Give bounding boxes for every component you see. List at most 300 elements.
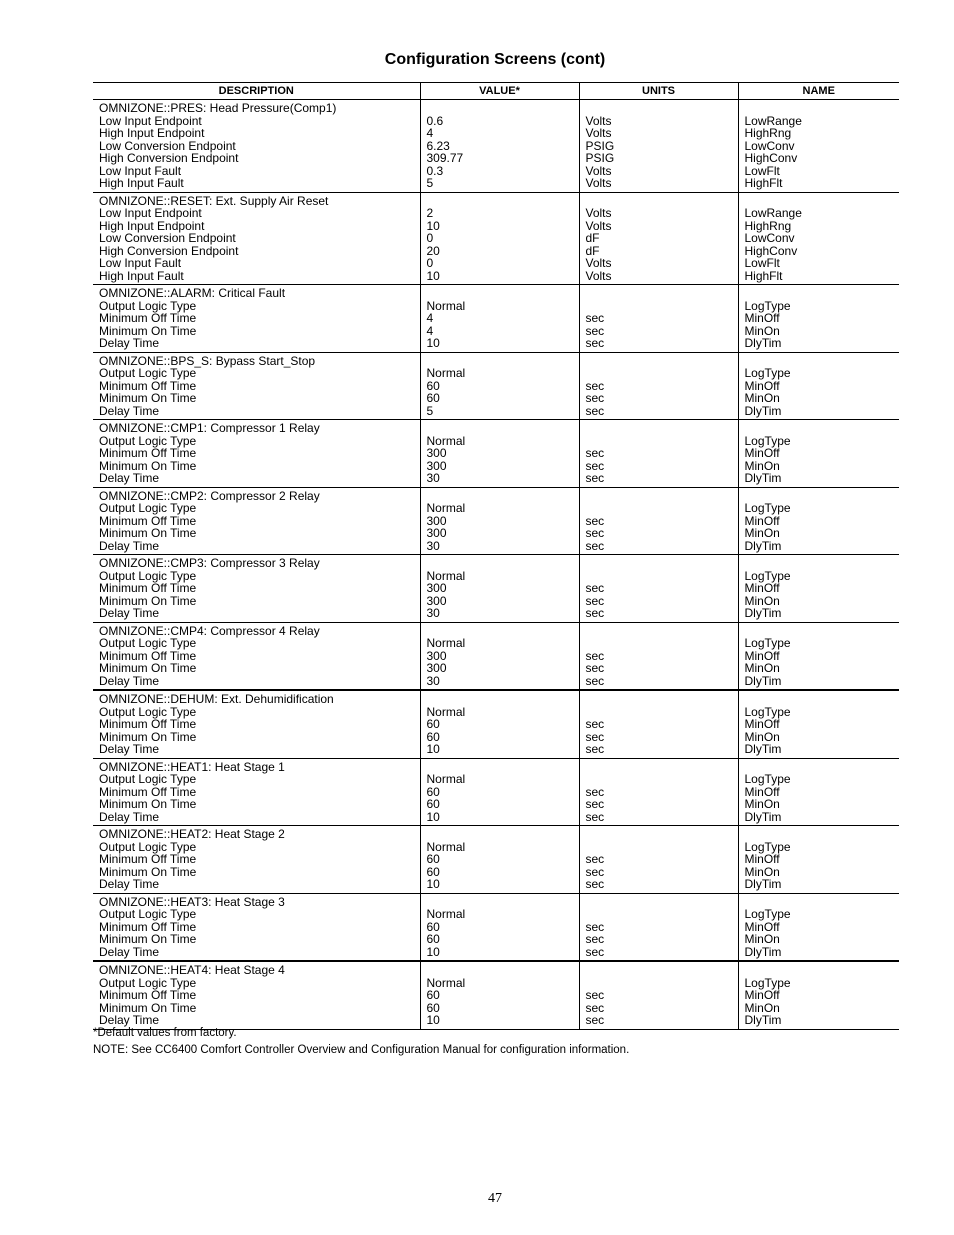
description-text: Minimum Off Time xyxy=(99,717,197,731)
description-cell xyxy=(93,352,420,420)
value-text: 10 xyxy=(426,336,440,350)
name-text: DlyTim xyxy=(744,944,782,959)
name-text: MinOff xyxy=(744,988,780,1002)
value-cell xyxy=(420,192,579,285)
description-cell xyxy=(93,192,420,285)
name-text: HighConv xyxy=(744,243,798,258)
value-text: Normal xyxy=(426,568,466,583)
units-text: sec xyxy=(585,403,605,418)
column-header-name: NAME xyxy=(738,83,899,100)
description-text: Minimum Off Time xyxy=(99,446,197,460)
description-text: Output Logic Type xyxy=(99,839,197,854)
name-text: MinOff xyxy=(744,852,780,866)
value-text: 60 xyxy=(426,988,440,1002)
units-text: sec xyxy=(585,717,605,731)
units-text: sec xyxy=(585,323,605,338)
name-text: DlyTim xyxy=(744,606,782,620)
description-text: Minimum On Time xyxy=(99,864,197,879)
description-cell xyxy=(93,622,420,690)
units-cell xyxy=(579,555,738,623)
spacer-line xyxy=(586,761,732,774)
description-cell xyxy=(93,826,420,894)
units-text xyxy=(586,570,732,583)
value-text: 300 xyxy=(426,661,447,675)
units-text: sec xyxy=(585,852,605,866)
name-text: LogType xyxy=(744,568,791,583)
value-text: Normal xyxy=(426,501,466,515)
value-text: 300 xyxy=(426,458,447,473)
description-text: Minimum Off Time xyxy=(99,852,197,866)
name-text: LogType xyxy=(744,636,791,650)
value-text: 60 xyxy=(426,378,440,393)
value-text: 30 xyxy=(426,538,440,553)
spacer-line xyxy=(586,625,732,638)
units-text: sec xyxy=(585,944,605,959)
units-text: sec xyxy=(585,471,605,485)
config-section-row xyxy=(93,487,899,555)
name-text: LogType xyxy=(744,704,791,719)
units-cell xyxy=(579,690,738,758)
name-cell xyxy=(738,826,899,894)
spacer-line xyxy=(745,693,894,706)
units-cell xyxy=(579,192,738,285)
units-text: sec xyxy=(585,1000,605,1015)
value-text: 0.3 xyxy=(426,163,444,178)
description-text: Delay Time xyxy=(99,538,160,553)
description-text: Delay Time xyxy=(99,1013,160,1027)
section-header: OMNIZONE::CMP2: Compressor 2 Relay xyxy=(99,488,320,503)
section-header: OMNIZONE::CMP1: Compressor 1 Relay xyxy=(99,421,320,435)
value-text: 0 xyxy=(426,231,434,245)
name-cell xyxy=(738,690,899,758)
description-text: High Conversion Endpoint xyxy=(99,151,239,165)
value-text: 60 xyxy=(426,784,440,799)
description-text: Output Logic Type xyxy=(99,975,197,990)
name-text: MinOn xyxy=(744,864,780,879)
spacer-line xyxy=(745,102,894,115)
description-text: Output Logic Type xyxy=(99,366,197,380)
spacer-line xyxy=(586,355,732,368)
name-cell xyxy=(738,893,899,961)
description-text: Minimum Off Time xyxy=(99,581,197,595)
name-text: MinOff xyxy=(744,446,780,460)
name-cell xyxy=(738,420,899,488)
config-section-row xyxy=(93,192,899,285)
name-text: MinOn xyxy=(744,797,780,811)
value-text: 60 xyxy=(426,1000,440,1015)
name-text: HighConv xyxy=(744,151,798,165)
units-text: sec xyxy=(585,1013,605,1027)
units-text: PSIG xyxy=(585,151,615,165)
name-text: MinOn xyxy=(744,458,780,473)
value-text: 6.23 xyxy=(426,138,450,153)
value-text: 5 xyxy=(426,403,434,418)
name-text: MinOff xyxy=(744,581,780,595)
section-header: OMNIZONE::HEAT2: Heat Stage 2 xyxy=(99,827,285,841)
name-text: MinOff xyxy=(744,784,780,799)
description-text: Minimum On Time xyxy=(99,323,197,338)
units-text: sec xyxy=(585,932,605,946)
spacer-line xyxy=(745,828,894,841)
spacer-line xyxy=(745,557,894,570)
name-text: MinOn xyxy=(744,729,780,744)
units-text: Volts xyxy=(585,113,612,128)
description-cell xyxy=(93,893,420,961)
value-text: 309.77 xyxy=(426,151,464,165)
description-text: Minimum On Time xyxy=(99,661,197,675)
units-text: sec xyxy=(585,661,605,675)
config-section-row xyxy=(93,100,899,193)
configuration-note: NOTE: See CC6400 Comfort Controller Overview and Configuration Manual for configuration information. xyxy=(93,1044,630,1056)
description-text: Output Logic Type xyxy=(99,636,197,650)
units-text: sec xyxy=(585,729,605,744)
units-text xyxy=(586,435,732,448)
value-text: 5 xyxy=(426,176,434,190)
units-text: PSIG xyxy=(585,138,615,153)
value-cell xyxy=(420,285,579,353)
units-text xyxy=(586,841,732,854)
name-text: LowConv xyxy=(744,231,795,245)
value-text: 60 xyxy=(426,932,440,946)
units-text: sec xyxy=(585,581,605,595)
spacer-line xyxy=(586,102,732,115)
units-text: Volts xyxy=(585,256,612,270)
description-text: Minimum Off Time xyxy=(99,919,197,934)
value-text: 30 xyxy=(426,606,440,620)
value-text: Normal xyxy=(426,636,466,650)
value-text: 10 xyxy=(426,809,440,824)
description-text: Output Logic Type xyxy=(99,907,197,921)
value-text: 10 xyxy=(426,1013,440,1027)
name-text: MinOn xyxy=(744,323,780,338)
units-cell xyxy=(579,758,738,826)
value-text: 60 xyxy=(426,391,440,405)
description-text: Delay Time xyxy=(99,606,160,620)
value-text: 60 xyxy=(426,797,440,811)
value-text: 10 xyxy=(426,218,440,233)
description-text: Minimum On Time xyxy=(99,391,197,405)
column-header-units: UNITS xyxy=(579,83,738,100)
units-text: dF xyxy=(585,243,600,258)
section-header: OMNIZONE::CMP4: Compressor 4 Relay xyxy=(99,623,320,638)
units-text: sec xyxy=(585,648,605,663)
description-text: Minimum On Time xyxy=(99,932,197,946)
name-text: MinOn xyxy=(744,593,780,608)
section-header: OMNIZONE::PRES: Head Pressure(Comp1) xyxy=(99,101,337,115)
units-cell xyxy=(579,285,738,353)
name-text: LogType xyxy=(744,839,791,854)
units-text: Volts xyxy=(585,126,612,140)
value-text: 20 xyxy=(426,243,440,258)
value-text: 300 xyxy=(426,648,447,663)
description-text: Output Logic Type xyxy=(99,298,197,313)
units-text: sec xyxy=(585,513,605,528)
description-text: Delay Time xyxy=(99,336,160,350)
name-text: DlyTim xyxy=(744,877,782,891)
spacer-line xyxy=(427,964,573,977)
units-text: sec xyxy=(585,391,605,405)
name-text: DlyTim xyxy=(744,471,782,485)
description-text: Output Logic Type xyxy=(99,704,197,719)
name-cell xyxy=(738,285,899,353)
units-text: sec xyxy=(585,988,605,1002)
name-text: MinOn xyxy=(744,391,780,405)
units-text: sec xyxy=(585,784,605,799)
value-cell xyxy=(420,690,579,758)
value-text: 30 xyxy=(426,673,440,688)
units-text: sec xyxy=(585,673,605,688)
description-text: High Input Endpoint xyxy=(99,126,205,140)
name-text: MinOn xyxy=(744,1000,780,1015)
name-text: DlyTim xyxy=(744,336,782,350)
units-text: sec xyxy=(585,593,605,608)
config-section-row xyxy=(93,352,899,420)
units-text xyxy=(586,773,732,786)
description-text: Delay Time xyxy=(99,742,160,756)
value-cell xyxy=(420,555,579,623)
description-text: Low Input Endpoint xyxy=(99,113,202,128)
name-text: HighFlt xyxy=(744,176,783,190)
description-text: High Input Fault xyxy=(99,176,184,190)
spacer-line xyxy=(745,964,894,977)
name-cell xyxy=(738,555,899,623)
name-cell xyxy=(738,758,899,826)
description-text: High Input Endpoint xyxy=(99,218,205,233)
description-text: Delay Time xyxy=(99,471,160,485)
units-text: sec xyxy=(585,526,605,540)
value-text: Normal xyxy=(426,366,466,380)
value-text: 4 xyxy=(426,311,434,325)
description-cell xyxy=(93,100,420,193)
units-text: sec xyxy=(585,458,605,473)
units-cell xyxy=(579,487,738,555)
configuration-table xyxy=(93,82,899,1030)
value-cell xyxy=(420,487,579,555)
default-values-footnote: *Default values from factory. xyxy=(93,1027,237,1039)
units-cell xyxy=(579,100,738,193)
value-text: 300 xyxy=(426,513,447,528)
units-text: sec xyxy=(585,446,605,460)
name-text: LowFlt xyxy=(744,256,780,270)
config-section-row xyxy=(93,826,899,894)
config-section-row xyxy=(93,555,899,623)
description-text: Low Conversion Endpoint xyxy=(99,231,236,245)
name-text: DlyTim xyxy=(744,1013,782,1027)
name-text: LowConv xyxy=(744,138,795,153)
description-cell xyxy=(93,487,420,555)
spacer-line xyxy=(427,557,573,570)
name-text: MinOn xyxy=(744,932,780,946)
units-text xyxy=(586,706,732,719)
units-text xyxy=(586,908,732,921)
value-text: Normal xyxy=(426,907,466,921)
description-cell xyxy=(93,285,420,353)
config-section-row xyxy=(93,285,899,353)
name-text: DlyTim xyxy=(744,403,782,418)
section-header: OMNIZONE::HEAT3: Heat Stage 3 xyxy=(99,894,285,909)
value-text: 2 xyxy=(426,206,434,220)
description-text: Output Logic Type xyxy=(99,501,197,515)
description-text: Output Logic Type xyxy=(99,568,197,583)
name-text: MinOff xyxy=(744,648,780,663)
description-text: Output Logic Type xyxy=(99,772,197,786)
description-text: Delay Time xyxy=(99,403,160,418)
value-cell xyxy=(420,100,579,193)
config-section-row xyxy=(93,893,899,961)
units-text xyxy=(586,300,732,313)
spacer-line xyxy=(586,422,732,435)
name-text: LogType xyxy=(744,772,791,786)
spacer-line xyxy=(586,693,732,706)
table-header-row xyxy=(93,83,899,100)
name-text: LogType xyxy=(744,907,791,921)
value-text: 30 xyxy=(426,471,440,485)
value-cell xyxy=(420,420,579,488)
name-text: MinOff xyxy=(744,919,780,934)
name-cell xyxy=(738,961,899,1029)
units-cell xyxy=(579,420,738,488)
units-text: sec xyxy=(585,606,605,620)
name-cell xyxy=(738,352,899,420)
value-text: 60 xyxy=(426,919,440,934)
units-text: sec xyxy=(585,378,605,393)
description-text: Minimum On Time xyxy=(99,729,197,744)
section-header: OMNIZONE::HEAT4: Heat Stage 4 xyxy=(99,963,285,977)
spacer-line xyxy=(586,287,732,300)
name-cell xyxy=(738,487,899,555)
name-text: MinOn xyxy=(744,526,780,540)
value-text: 300 xyxy=(426,581,447,595)
description-text: Delay Time xyxy=(99,673,160,688)
name-text: HighRng xyxy=(744,126,792,140)
description-text: Minimum Off Time xyxy=(99,988,197,1002)
name-cell xyxy=(738,100,899,193)
section-header: OMNIZONE::CMP3: Compressor 3 Relay xyxy=(99,556,320,570)
units-text: Volts xyxy=(585,218,612,233)
value-text: 60 xyxy=(426,864,440,879)
units-text: Volts xyxy=(585,206,612,220)
section-header: OMNIZONE::BPS_S: Bypass Start_Stop xyxy=(99,353,316,368)
description-text: Minimum Off Time xyxy=(99,378,197,393)
page-number: 47 xyxy=(488,1191,502,1206)
units-text: sec xyxy=(585,538,605,553)
name-text: MinOff xyxy=(744,378,780,393)
description-cell xyxy=(93,961,420,1029)
units-text: sec xyxy=(585,311,605,325)
units-text: sec xyxy=(585,742,605,756)
name-text: MinOff xyxy=(744,717,780,731)
description-text: High Conversion Endpoint xyxy=(99,243,239,258)
description-text: Minimum On Time xyxy=(99,797,197,811)
value-text: 60 xyxy=(426,717,440,731)
column-header-value: VALUE* xyxy=(420,83,579,100)
value-text: 4 xyxy=(426,323,434,338)
units-text: Volts xyxy=(585,268,612,283)
column-header-description: DESCRIPTION xyxy=(218,85,294,97)
units-cell xyxy=(579,826,738,894)
units-text xyxy=(586,502,732,515)
description-text: Low Input Endpoint xyxy=(99,206,202,220)
config-section-row xyxy=(93,961,899,1029)
units-text: sec xyxy=(585,919,605,934)
value-text: Normal xyxy=(426,704,466,719)
description-cell xyxy=(93,555,420,623)
value-cell xyxy=(420,622,579,690)
name-text: DlyTim xyxy=(744,809,782,824)
spacer-line xyxy=(745,422,894,435)
name-text: MinOn xyxy=(744,661,780,675)
value-text: 300 xyxy=(426,446,447,460)
units-text xyxy=(586,367,732,380)
units-text: sec xyxy=(585,877,605,891)
name-text: DlyTim xyxy=(744,538,782,553)
config-section-row xyxy=(93,622,899,690)
value-text: Normal xyxy=(426,975,466,990)
spacer-line xyxy=(586,557,732,570)
spacer-line xyxy=(745,287,894,300)
name-text: LogType xyxy=(744,366,791,380)
units-text xyxy=(586,977,732,990)
section-header: OMNIZONE::ALARM: Critical Fault xyxy=(99,286,286,300)
spacer-line xyxy=(586,964,732,977)
spacer-line xyxy=(586,490,732,503)
name-text: LowFlt xyxy=(744,163,780,178)
spacer-line xyxy=(586,828,732,841)
name-text: LogType xyxy=(744,975,791,990)
value-cell xyxy=(420,758,579,826)
value-text: 10 xyxy=(426,944,440,959)
value-text: 10 xyxy=(426,877,440,891)
name-text: DlyTim xyxy=(744,742,782,756)
value-text: 60 xyxy=(426,729,440,744)
name-text: HighRng xyxy=(744,218,792,233)
value-text: Normal xyxy=(426,298,466,313)
description-text: Minimum On Time xyxy=(99,1000,197,1015)
description-cell xyxy=(93,420,420,488)
spacer-line xyxy=(427,422,573,435)
section-header: OMNIZONE::HEAT1: Heat Stage 1 xyxy=(99,759,285,774)
description-text: Output Logic Type xyxy=(99,433,197,448)
units-text xyxy=(586,637,732,650)
units-cell xyxy=(579,352,738,420)
description-text: Minimum On Time xyxy=(99,593,197,608)
units-cell xyxy=(579,893,738,961)
name-text: LogType xyxy=(744,433,791,448)
description-text: Low Input Fault xyxy=(99,163,182,178)
name-text: LowRange xyxy=(744,113,802,128)
units-text: Volts xyxy=(585,163,612,178)
description-text: Minimum Off Time xyxy=(99,784,197,799)
name-text: LogType xyxy=(744,298,791,313)
name-text: LowRange xyxy=(744,206,802,220)
units-text: sec xyxy=(585,809,605,824)
table-body xyxy=(93,100,899,1030)
description-cell xyxy=(93,758,420,826)
spacer-line xyxy=(427,828,573,841)
description-text: Delay Time xyxy=(99,877,160,891)
config-section-row xyxy=(93,758,899,826)
value-text: 10 xyxy=(426,268,440,283)
value-text: 0.6 xyxy=(426,113,444,128)
spacer-line xyxy=(427,287,573,300)
description-text: Low Input Fault xyxy=(99,256,182,270)
description-text: Minimum Off Time xyxy=(99,311,197,325)
units-cell xyxy=(579,961,738,1029)
units-cell xyxy=(579,622,738,690)
spacer-line xyxy=(586,896,732,909)
value-text: Normal xyxy=(426,839,466,854)
config-section-row xyxy=(93,690,899,758)
